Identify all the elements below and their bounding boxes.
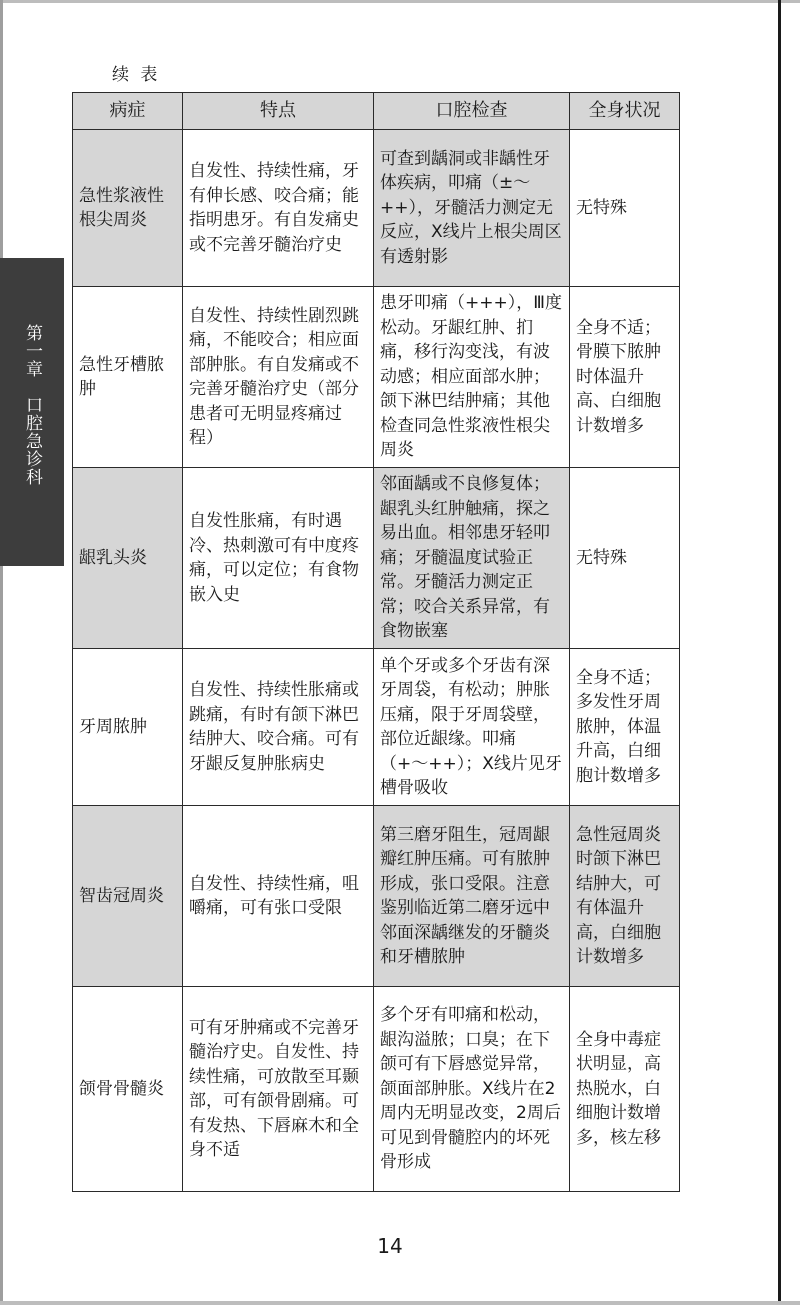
page-right-border [778, 0, 781, 1305]
page-top-border [0, 0, 800, 3]
disease-cell: 急性牙槽脓肿 [73, 287, 183, 468]
table-row [73, 806, 680, 987]
features-cell: 自发性、持续性胀痛或跳痛，有时有颌下淋巴结肿大、咬合痛。可有牙龈反复肿胀病史 [183, 649, 374, 806]
diagnosis-table [72, 92, 680, 1192]
table-row [73, 287, 680, 468]
oral-exam-cell: 可查到龋洞或非龋性牙体疾病，叩痛（±～++），牙髓活力测定无反应，X线片上根尖周区有透射影 [374, 130, 570, 287]
systemic-cell: 全身不适；多发性牙周脓肿，体温升高，白细胞计数增多 [570, 649, 680, 806]
features-cell: 自发性胀痛，有时遇冷、热刺激可有中度疼痛，可以定位；有食物嵌入史 [183, 468, 374, 649]
systemic-cell: 无特殊 [570, 130, 680, 287]
page-left-border [0, 0, 3, 1305]
table-row [73, 468, 680, 649]
header-systemic: 全身状况 [570, 93, 680, 130]
oral-exam-cell: 多个牙有叩痛和松动，龈沟溢脓；口臭；在下颌可有下唇感觉异常，颌面部肿胀。X线片在2周内无明显改变，2周后可见到骨髓腔内的坏死骨形成 [374, 987, 570, 1192]
oral-exam-cell: 患牙叩痛（+++），Ⅲ度松动。牙龈红肿、扪痛，移行沟变浅，有波动感；相应面部水肿；颌下淋巴结肿痛；其他检查同急性浆液性根尖周炎 [374, 287, 570, 468]
features-cell: 自发性、持续性痛，牙有伸长感、咬合痛；能指明患牙。有自发痛史或不完善牙髓治疗史 [183, 130, 374, 287]
features-cell: 自发性、持续性痛，咀嚼痛，可有张口受限 [183, 806, 374, 987]
page-number: 14 [377, 1234, 403, 1258]
header-disease: 病症 [73, 93, 183, 130]
features-cell: 自发性、持续性剧烈跳痛，不能咬合；相应面部肿胀。有自发痛或不完善牙髓治疗史（部分患者可无明显疼痛过程） [183, 287, 374, 468]
systemic-cell: 全身不适；骨膜下脓肿时体温升高、白细胞计数增多 [570, 287, 680, 468]
table-row [73, 130, 680, 287]
continued-table-label: 续 表 [112, 65, 161, 85]
features-cell: 可有牙肿痛或不完善牙髓治疗史。自发性、持续性痛，可放散至耳颞部，可有颌骨剧痛。可有发热、下唇麻木和全身不适 [183, 987, 374, 1192]
disease-cell: 龈乳头炎 [73, 468, 183, 649]
header-oral-exam: 口腔检查 [374, 93, 570, 130]
chapter-side-tab-label: 第一章 口腔急诊科 [22, 324, 42, 486]
table-header-row [73, 93, 680, 130]
page-bottom-border [0, 1301, 800, 1305]
table-row [73, 649, 680, 806]
oral-exam-cell: 邻面龋或不良修复体；龈乳头红肿触痛，探之易出血。相邻患牙轻叩痛；牙髓温度试验正常。牙髓活力测定正常；咬合关系异常，有食物嵌塞 [374, 468, 570, 649]
table-row [73, 987, 680, 1192]
header-features: 特点 [183, 93, 374, 130]
disease-cell: 智齿冠周炎 [73, 806, 183, 987]
systemic-cell: 急性冠周炎时颌下淋巴结肿大，可有体温升高，白细胞计数增多 [570, 806, 680, 987]
disease-cell: 急性浆液性根尖周炎 [73, 130, 183, 287]
systemic-cell: 全身中毒症状明显，高热脱水，白细胞计数增多，核左移 [570, 987, 680, 1192]
disease-cell: 牙周脓肿 [73, 649, 183, 806]
oral-exam-cell: 第三磨牙阻生，冠周龈瓣红肿压痛。可有脓肿形成，张口受限。注意鉴别临近第二磨牙远中邻面深龋继发的牙髓炎和牙槽脓肿 [374, 806, 570, 987]
disease-cell: 颌骨骨髓炎 [73, 987, 183, 1192]
oral-exam-cell: 单个牙或多个牙齿有深牙周袋，有松动；肿胀压痛，限于牙周袋壁，部位近龈缘。叩痛（+～++）；X线片见牙槽骨吸收 [374, 649, 570, 806]
chapter-side-tab [0, 258, 64, 566]
systemic-cell: 无特殊 [570, 468, 680, 649]
